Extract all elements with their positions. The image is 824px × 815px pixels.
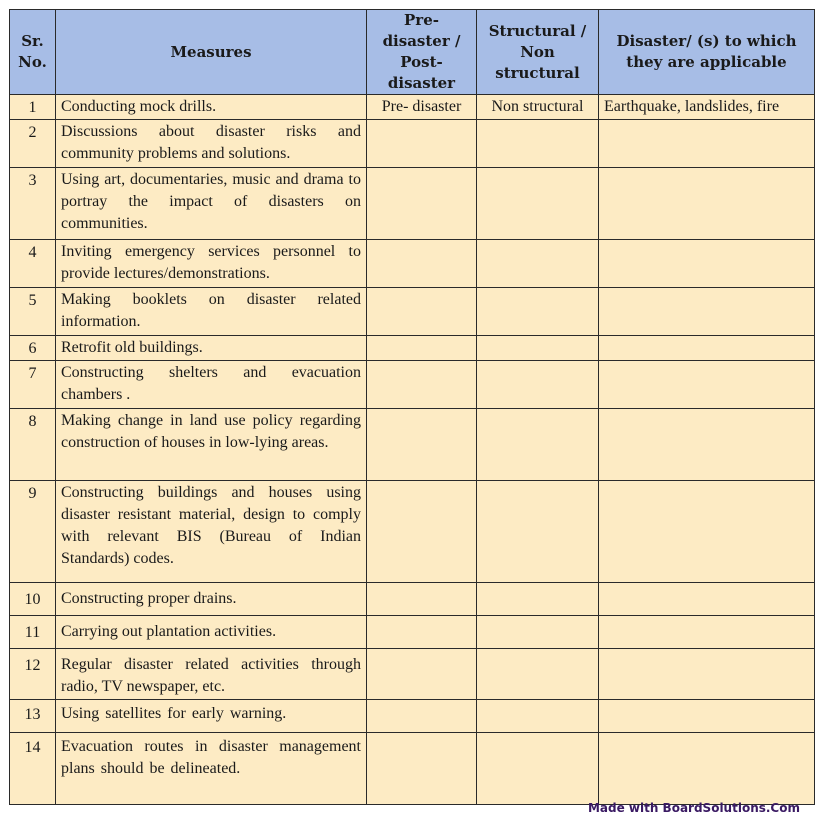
cell-predisaster [367, 120, 477, 168]
cell-measure: Using art, documentaries, music and drama to portray the impact of disasters on communities. [56, 168, 367, 240]
header-srno: Sr. No. [10, 10, 56, 95]
cell-srno: 12 [10, 649, 56, 700]
table-row [10, 240, 815, 288]
cell-srno: 1 [10, 95, 56, 120]
header-measures: Measures [56, 10, 367, 95]
cell-structural: Non structural [477, 95, 599, 120]
cell-structural [477, 168, 599, 240]
cell-applicable [599, 288, 815, 336]
cell-srno: 9 [10, 481, 56, 583]
cell-structural [477, 481, 599, 583]
cell-srno: 11 [10, 616, 56, 649]
cell-structural [477, 409, 599, 481]
cell-structural [477, 336, 599, 361]
table-row [10, 583, 815, 616]
cell-applicable [599, 733, 815, 805]
table-row [10, 168, 815, 240]
cell-srno: 3 [10, 168, 56, 240]
table-header-row [10, 10, 815, 95]
cell-structural [477, 649, 599, 700]
cell-measure: Discussions about disaster risks and community problems and solutions. [56, 120, 367, 168]
table-row [10, 481, 815, 583]
cell-srno: 14 [10, 733, 56, 805]
cell-measure: Retrofit old buildings. [56, 336, 367, 361]
table-row [10, 95, 815, 120]
cell-applicable [599, 409, 815, 481]
table-row [10, 120, 815, 168]
cell-applicable [599, 700, 815, 733]
header-structural: Structural / Non structural [477, 10, 599, 95]
cell-structural [477, 616, 599, 649]
cell-predisaster [367, 700, 477, 733]
cell-applicable [599, 120, 815, 168]
table-row [10, 700, 815, 733]
cell-measure: Inviting emergency services personnel to provide lectures/demonstrations. [56, 240, 367, 288]
cell-srno: 4 [10, 240, 56, 288]
cell-srno: 5 [10, 288, 56, 336]
cell-structural [477, 733, 599, 805]
cell-measure: Constructing buildings and houses using disaster resistant material, design to comply with relevant BIS (Bureau of Indian Standards) codes. [56, 481, 367, 583]
cell-applicable [599, 583, 815, 616]
cell-measure: Using satellites for early warning. [56, 700, 367, 733]
cell-predisaster [367, 481, 477, 583]
cell-srno: 7 [10, 361, 56, 409]
cell-predisaster: Pre- disaster [367, 95, 477, 120]
cell-srno: 13 [10, 700, 56, 733]
cell-applicable [599, 336, 815, 361]
cell-applicable [599, 361, 815, 409]
cell-predisaster [367, 649, 477, 700]
cell-predisaster [367, 733, 477, 805]
cell-srno: 8 [10, 409, 56, 481]
header-predisaster: Pre-disaster / Post-disaster [367, 10, 477, 95]
table-row [10, 649, 815, 700]
cell-measure: Making booklets on disaster related information. [56, 288, 367, 336]
cell-applicable: Earthquake, landslides, fire [599, 95, 815, 120]
cell-srno: 2 [10, 120, 56, 168]
cell-predisaster [367, 240, 477, 288]
disaster-measures-table [9, 9, 815, 805]
cell-measure: Making change in land use policy regarding construction of houses in low-lying areas. [56, 409, 367, 481]
cell-predisaster [367, 583, 477, 616]
cell-predisaster [367, 336, 477, 361]
table-row [10, 409, 815, 481]
cell-measure: Constructing proper drains. [56, 583, 367, 616]
cell-measure: Evacuation routes in disaster management plans should be delineated. [56, 733, 367, 805]
cell-measure: Carrying out plantation activities. [56, 616, 367, 649]
table-row [10, 288, 815, 336]
cell-predisaster [367, 361, 477, 409]
table-row [10, 361, 815, 409]
cell-applicable [599, 240, 815, 288]
cell-srno: 6 [10, 336, 56, 361]
cell-structural [477, 583, 599, 616]
cell-predisaster [367, 288, 477, 336]
footer-watermark: Made with BoardSolutions.Com [587, 801, 800, 815]
cell-predisaster [367, 168, 477, 240]
cell-predisaster [367, 616, 477, 649]
cell-measure: Regular disaster related activities through radio, TV newspaper, etc. [56, 649, 367, 700]
cell-structural [477, 361, 599, 409]
cell-applicable [599, 649, 815, 700]
table-row [10, 733, 815, 805]
cell-srno: 10 [10, 583, 56, 616]
cell-applicable [599, 616, 815, 649]
cell-measure: Constructing shelters and evacuation chambers . [56, 361, 367, 409]
cell-structural [477, 700, 599, 733]
cell-applicable [599, 168, 815, 240]
table-row [10, 336, 815, 361]
header-applicable: Disaster/ (s) to which they are applicable [599, 10, 815, 95]
cell-structural [477, 120, 599, 168]
cell-structural [477, 240, 599, 288]
table-row [10, 616, 815, 649]
cell-applicable [599, 481, 815, 583]
cell-measure: Conducting mock drills. [56, 95, 367, 120]
cell-structural [477, 288, 599, 336]
cell-predisaster [367, 409, 477, 481]
